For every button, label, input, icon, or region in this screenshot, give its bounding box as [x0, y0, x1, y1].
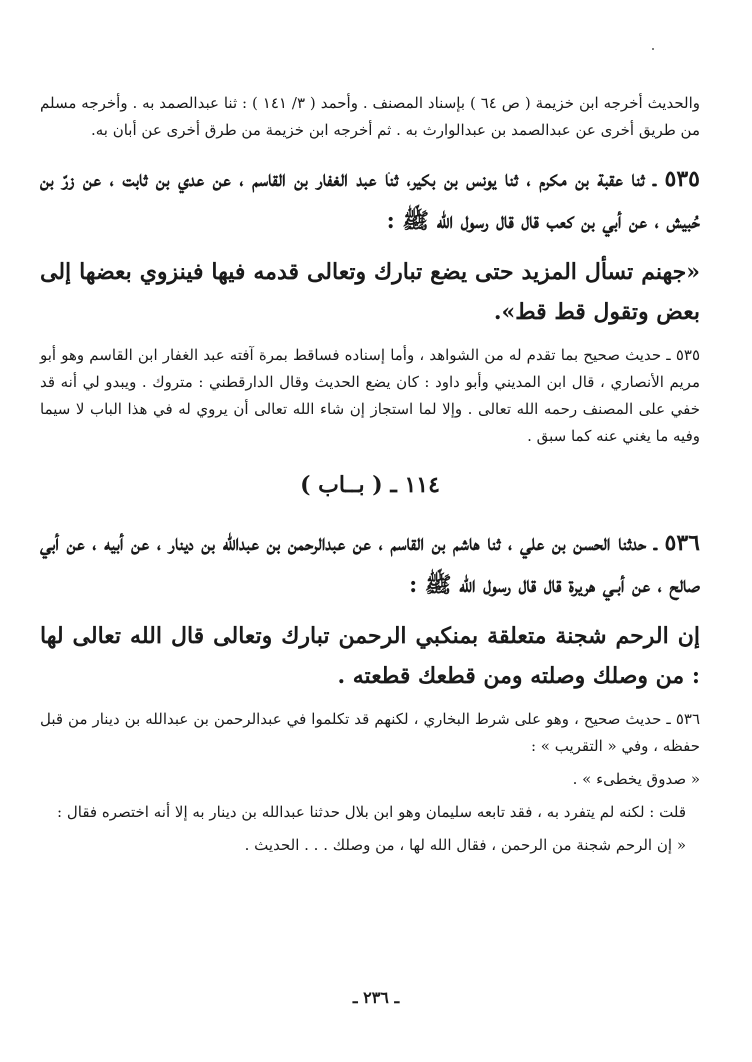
chapter-heading: ١١٤ ـ ( بــاب ) — [300, 472, 440, 498]
taqrib-quote: « صدوق يخطىء » . — [572, 770, 700, 788]
page-number: ـ ٢٣٦ ـ — [352, 988, 400, 1007]
intro-footnote: والحديث أخرجه ابن خزيمة ( ص ٦٤ ) بإسناد المصنف . وأحمد ( ٣/ ١٤١ ) : ثنا عبدالصمد به . وأخرجه مسلم من طريق أخرى عن عبدالصمد بن عبدالوارث به . ثم أخرجه ابن خزيمة من طرق أخرى عن أبان به. — [40, 94, 701, 139]
hadith-536-takhrij: ٥٣٦ ـ حديث صحيح ، وهو على شرط البخاري ، لكنهم قد تكلموا في عبدالرحمن بن عبدالله بن دينار من قبل حفظه ، وفي « التقريب » : — [40, 710, 700, 755]
hadith-535-matn: «جهنم تسأل المزيد حتى يضع تبارك وتعالى قدمه فيها فينزوي بعضها إلى بعض وتقول قط قط». — [40, 259, 700, 325]
hadith-536-matn: إن الرحم شجنة متعلقة بمنكبي الرحمن تبارك وتعالى قال الله تعالى لها : من وصلك وصلته ومن قطعك قطعته . — [40, 623, 700, 689]
final-quote: « إن الرحم شجنة من الرحمن ، فقال الله لها ، من وصلك . . . الحديث . — [244, 836, 686, 854]
page-body — [40, 90, 700, 859]
author-comment: قلت : لكنه لم يتفرد به ، فقد تابعه سليمان وهو ابن بلال حدثنا عبدالله بن دينار به إلا أنه اختصره فقال : — [57, 803, 686, 821]
hadith-536-isnad: ٥٣٦ ـ حدثنا الحسن بن علي ، ثنا هاشم بن القاسم ، عن عبدالرحمن بن عبدالله بن دينار ، عن أبيه ، عن أبي صالح ، عن أبـي هريرة قال قال رسول الله ﷺ : — [40, 530, 700, 598]
hadith-535-isnad: ٥٣٥ ـ ثنا عقبة بن مكرم ، ثنا يونس بن بكير، ثنا عبد الغفار بن القاسم ، عن عدي بن ثابت ، عن زرّ بن حُبيش ، عن أبي بن كعب قال قال رسول الله ﷺ : — [40, 166, 700, 234]
scan-speck — [652, 48, 654, 50]
hadith-535-takhrij: ٥٣٥ ـ حديث صحيح بما تقدم له من الشواهد ، وأما إسناده فساقط بمرة آفته عبد الغفار ابن القاسم وهو أبو مريم الأنصاري ، قال ابن المديني وأبو داود : كان يضع الحديث وقال الدارقطني : متروك . ويبدو لي أنه قد خفي على المصنف رحمه الله تعالى . وإلا لما استجاز إن شاء الله تعالى أن يروي له في هذا الباب لا سيما وفيه ما يغني عنه كما سبق . — [40, 346, 700, 445]
